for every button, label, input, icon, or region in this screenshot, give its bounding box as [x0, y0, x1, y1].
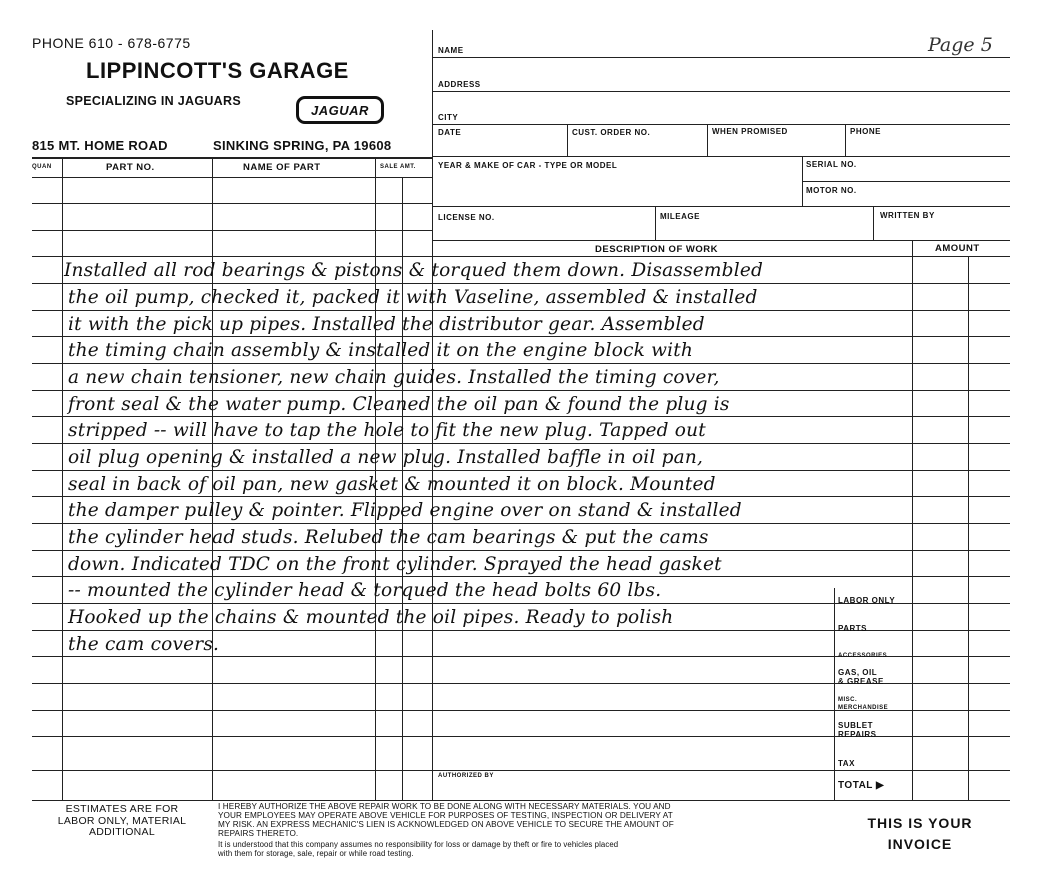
- label-year-make: YEAR & MAKE OF CAR - TYPE OR MODEL: [438, 161, 618, 170]
- form-bottom-line: [32, 800, 1010, 801]
- license-row-line: [432, 240, 1010, 241]
- label-name: NAME: [438, 46, 464, 55]
- ruled-line: [32, 363, 1010, 364]
- label-grease: & GREASE: [838, 677, 884, 686]
- divider: [567, 124, 568, 156]
- estimates-line: ADDITIONAL: [88, 826, 155, 838]
- label-tax: TAX: [838, 759, 855, 768]
- business-name: LIPPINCOTT'S GARAGE: [86, 58, 349, 83]
- label-sale-amt: SALE AMT.: [380, 164, 416, 170]
- label-phone: PHONE: [850, 127, 881, 136]
- ruled-line: [32, 576, 1010, 577]
- work-line: a new chain tensioner, new chain guides. Installed the timing cover,: [68, 367, 720, 388]
- label-misc: MISC.: [838, 697, 858, 703]
- totals-label-column: [834, 588, 835, 800]
- estimates-line: ESTIMATES ARE FOR: [65, 803, 179, 815]
- invoice-line: INVOICE: [887, 836, 953, 852]
- label-sublet: SUBLET: [838, 721, 873, 730]
- label-part-no: PART NO.: [106, 162, 155, 173]
- label-address: ADDRESS: [438, 80, 481, 89]
- ruled-line: [32, 203, 432, 204]
- label-accessories: ACCESSORIES: [838, 653, 888, 659]
- work-line: the oil pump, checked it, packed it with Vaseline, assembled & installed: [68, 287, 758, 308]
- year-row-line: [432, 206, 1010, 207]
- authorization-text: MY RISK. AN EXPRESS MECHANIC'S LIEN IS ACKNOWLEDGED ON ABOVE VEHICLE TO SECURE THE AMOUNT OF: [218, 820, 674, 829]
- label-date: DATE: [438, 128, 462, 137]
- label-authorized-by: AUTHORIZED BY: [438, 773, 494, 779]
- label-name-of-part: NAME OF PART: [243, 162, 321, 173]
- ruled-line: [32, 470, 1010, 471]
- label-gas-oil: GAS, OIL: [838, 668, 878, 677]
- street-address: 815 MT. HOME ROAD: [32, 138, 168, 153]
- liability-text: It is understood that this company assumes no responsibility for loss or damage by theft or fire to vehicles placed: [218, 840, 619, 849]
- authorization-text: I HEREBY AUTHORIZE THE ABOVE REPAIR WORK TO BE DONE ALONG WITH NECESSARY MATERIALS. YOU AND: [218, 802, 671, 811]
- work-line: Installed all rod bearings & pistons & torqued them down. Disassembled: [64, 260, 764, 281]
- estimates-line: LABOR ONLY, MATERIAL: [57, 814, 187, 827]
- label-repairs: REPAIRS: [838, 730, 877, 739]
- work-line: the cam covers.: [68, 634, 220, 655]
- work-line: stripped -- will have to tap the hole to fit the new plug. Tapped out: [68, 420, 706, 441]
- amount-column: [912, 240, 913, 800]
- label-merchandise: MERCHANDISE: [838, 705, 889, 711]
- ruled-line: [32, 310, 1010, 311]
- label-when-promised: WHEN PROMISED: [712, 127, 788, 136]
- liability-text: with them for storage, sale, repair or while road testing.: [218, 849, 414, 858]
- authorization-text: REPAIRS THERETO.: [218, 829, 299, 838]
- estimates-note: [32, 804, 212, 839]
- page-note: Page 5: [928, 34, 993, 56]
- ruled-line: [32, 416, 1010, 417]
- label-serial: SERIAL NO.: [806, 160, 857, 169]
- ruled-line: [32, 496, 1010, 497]
- ruled-line: [32, 443, 1010, 444]
- work-line: the cylinder head studs. Relubed the cam bearings & put the cams: [68, 527, 709, 548]
- ruled-line: [32, 550, 1010, 551]
- label-amount: AMOUNT: [935, 243, 980, 254]
- label-parts: PARTS: [838, 624, 868, 633]
- jaguar-logo: [296, 96, 384, 124]
- divider: [873, 206, 874, 240]
- ruled-line: [32, 770, 1010, 771]
- name-line: [432, 57, 1010, 58]
- work-line: it with the pick up pipes. Installed the distributor gear. Assembled: [68, 314, 705, 335]
- center-divider: [432, 30, 433, 800]
- serial-line: [802, 181, 1010, 182]
- parts-header-line: [32, 177, 432, 178]
- divider: [707, 124, 708, 156]
- divider: [845, 124, 846, 156]
- work-line: Hooked up the chains & mounted the oil pipes. Ready to polish: [68, 607, 674, 628]
- work-line: -- mounted the cylinder head & torqued the head bolts 60 lbs.: [68, 580, 662, 601]
- divider: [655, 206, 656, 240]
- work-line: front seal & the water pump. Cleaned the oil pan & found the plug is: [68, 394, 730, 415]
- invoice-line: THIS IS YOUR: [867, 815, 973, 831]
- tagline: SPECIALIZING IN JAGUARS: [66, 94, 241, 108]
- ruled-line: [32, 256, 1010, 257]
- quan-column: [62, 157, 63, 800]
- jaguar-logo-text: JAGUAR: [311, 102, 369, 118]
- label-license: LICENSE NO.: [438, 213, 495, 222]
- work-line: seal in back of oil pan, new gasket & mounted it on block. Mounted: [68, 474, 716, 495]
- city-line: [432, 124, 1010, 125]
- ruled-line: [32, 390, 1010, 391]
- work-line: the damper pulley & pointer. Flipped engine over on stand & installed: [68, 500, 742, 521]
- work-line: the timing chain assembly & installed it on the engine block with: [68, 340, 694, 361]
- label-labor-only: LABOR ONLY: [838, 596, 896, 605]
- address-line: [432, 91, 1010, 92]
- label-city: CITY: [438, 113, 459, 122]
- ruled-line: [32, 336, 1010, 337]
- divider: [802, 156, 803, 206]
- date-row-line: [432, 156, 1010, 157]
- city-address: SINKING SPRING, PA 19608: [213, 138, 392, 153]
- work-line: down. Indicated TDC on the front cylinder. Sprayed the head gasket: [68, 554, 722, 575]
- invoice-note: [850, 813, 990, 855]
- label-quan: QUAN: [32, 164, 52, 170]
- label-written-by: WRITTEN BY: [880, 211, 935, 220]
- ruled-line: [32, 230, 432, 231]
- phone-number: PHONE 610 - 678-6775: [32, 35, 191, 51]
- label-description-of-work: DESCRIPTION OF WORK: [595, 244, 718, 255]
- label-mileage: MILEAGE: [660, 212, 700, 221]
- label-total: TOTAL ▶: [838, 780, 885, 791]
- authorization-text: YOUR EMPLOYEES MAY OPERATE ABOVE VEHICLE FOR PURPOSES OF TESTING, INSPECTION OR DELIVERY AT: [218, 811, 673, 820]
- ruled-line: [32, 523, 1010, 524]
- ruled-line: [32, 283, 1010, 284]
- header-bottom-line: [32, 157, 432, 159]
- amount-cents-column: [968, 256, 969, 800]
- label-motor: MOTOR NO.: [806, 186, 857, 195]
- label-cust-order: CUST. ORDER NO.: [572, 128, 651, 137]
- work-line: oil plug opening & installed a new plug. Installed baffle in oil pan,: [68, 447, 704, 468]
